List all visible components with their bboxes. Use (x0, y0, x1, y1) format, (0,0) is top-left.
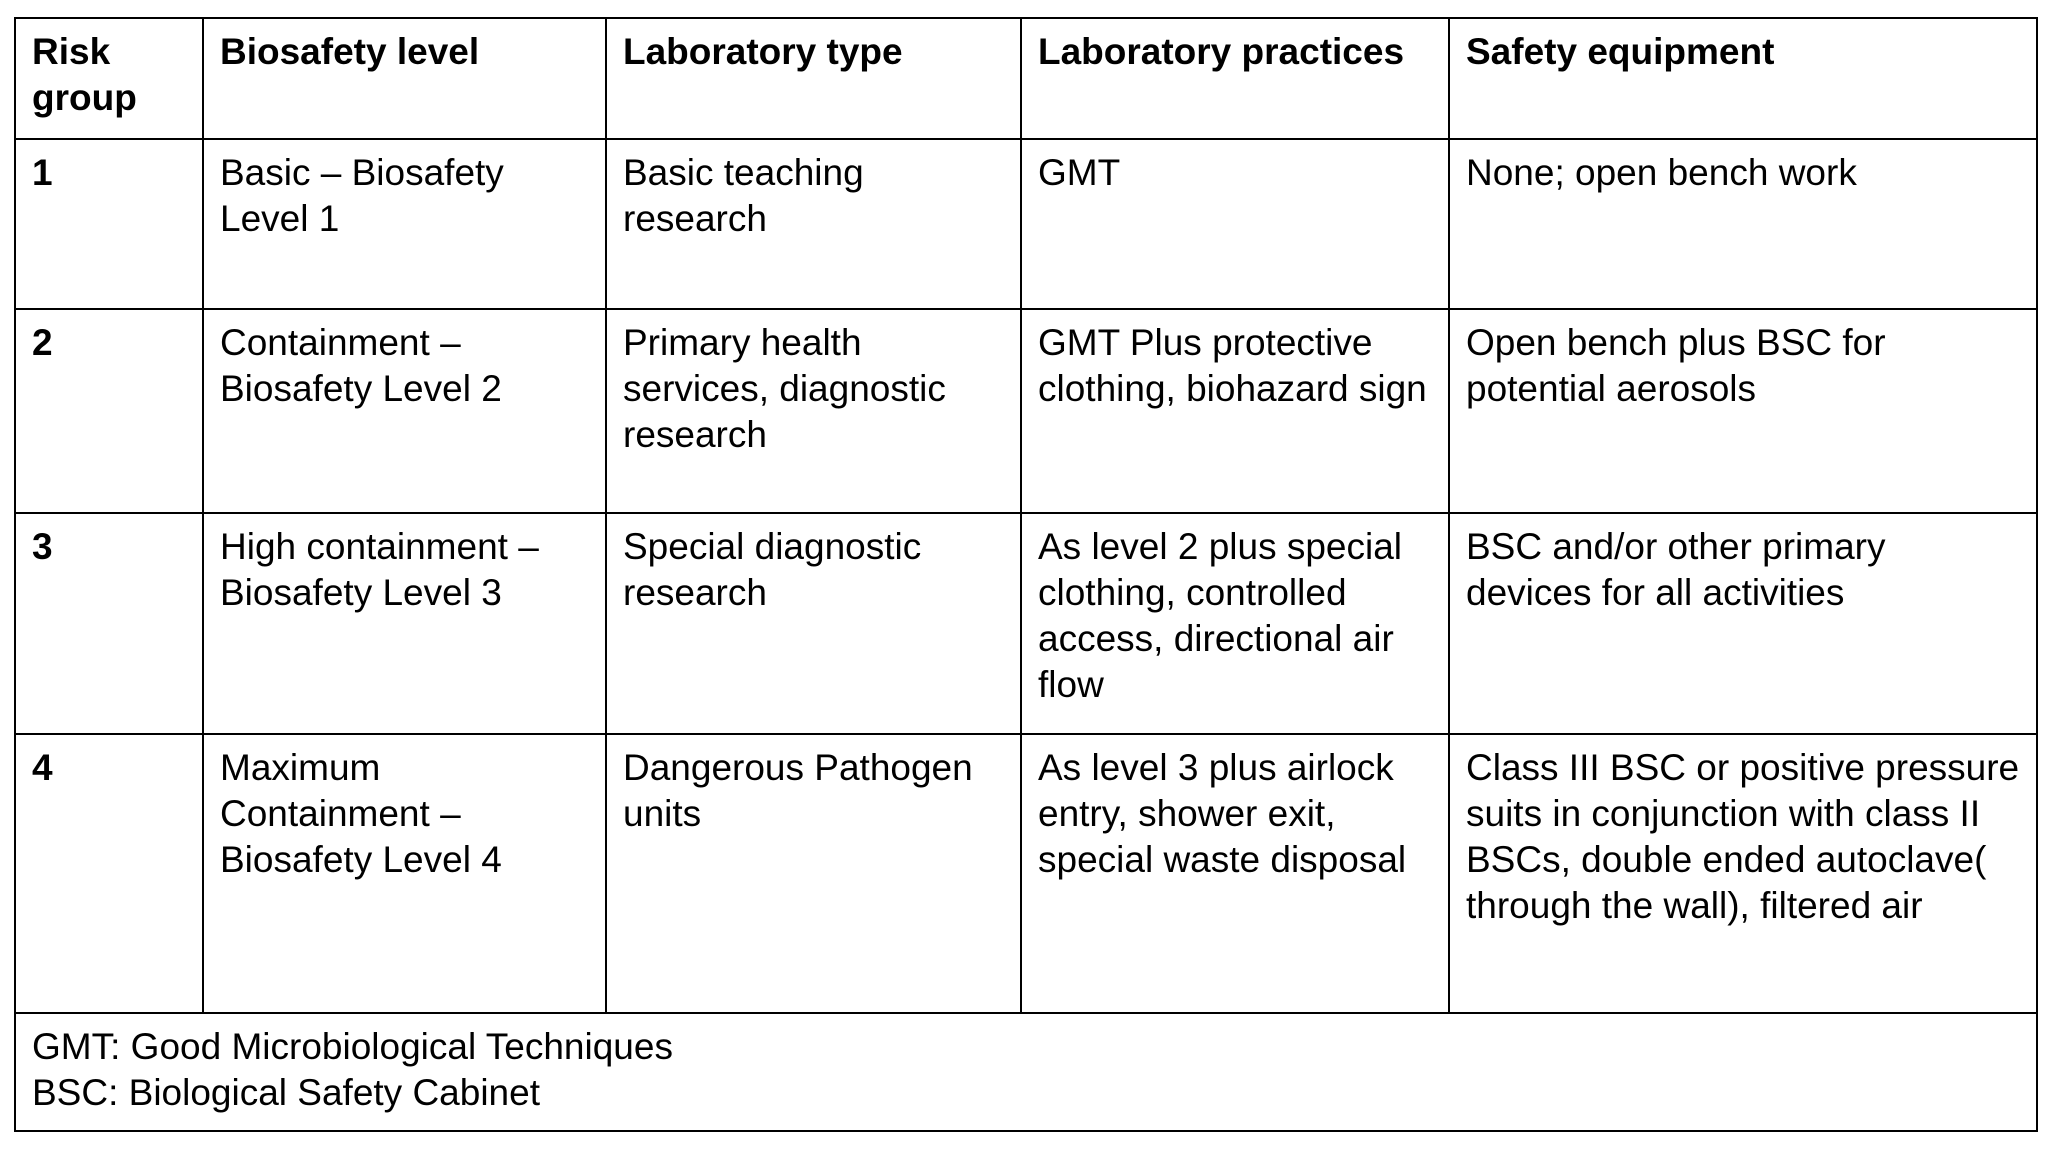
table-header-row (15, 18, 2037, 139)
cell-laboratory-practices: As level 3 plus airlock entry, shower exit, special waste disposal (1021, 734, 1449, 1013)
cell-laboratory-practices: As level 2 plus special clothing, controlled access, directional air flow (1021, 513, 1449, 734)
table-footnote-row (15, 1013, 2037, 1131)
cell-laboratory-type: Dangerous Pathogen units (606, 734, 1021, 1013)
table-row (15, 734, 2037, 1013)
cell-biosafety-level: High containment – Biosafety Level 3 (203, 513, 606, 734)
cell-biosafety-level: Containment – Biosafety Level 2 (203, 309, 606, 513)
cell-laboratory-practices: GMT Plus protective clothing, biohazard sign (1021, 309, 1449, 513)
cell-risk-group: 2 (15, 309, 203, 513)
cell-biosafety-level: Maximum Containment – Biosafety Level 4 (203, 734, 606, 1013)
cell-safety-equipment: BSC and/or other primary devices for all activities (1449, 513, 2037, 734)
biosafety-levels-table (14, 17, 2038, 1132)
header-biosafety-level: Biosafety level (203, 18, 606, 139)
header-safety-equipment: Safety equipment (1449, 18, 2037, 139)
cell-biosafety-level: Basic – Biosafety Level 1 (203, 139, 606, 309)
cell-safety-equipment: Class III BSC or positive pressure suits in conjunction with class II BSCs, double ended autoclave( through the wall), filtered air (1449, 734, 2037, 1013)
cell-laboratory-type: Primary health services, diagnostic research (606, 309, 1021, 513)
header-risk-group: Risk group (15, 18, 203, 139)
cell-laboratory-practices: GMT (1021, 139, 1449, 309)
header-laboratory-practices: Laboratory practices (1021, 18, 1449, 139)
cell-laboratory-type: Basic teaching research (606, 139, 1021, 309)
footnote-gmt: GMT: Good Microbiological Techniques (32, 1026, 673, 1067)
footnotes-cell (15, 1013, 2037, 1131)
header-laboratory-type: Laboratory type (606, 18, 1021, 139)
cell-laboratory-type: Special diagnostic research (606, 513, 1021, 734)
table-row (15, 513, 2037, 734)
biosafety-table-container (14, 17, 2034, 1132)
table-row (15, 139, 2037, 309)
cell-risk-group: 1 (15, 139, 203, 309)
cell-safety-equipment: Open bench plus BSC for potential aerosols (1449, 309, 2037, 513)
cell-risk-group: 3 (15, 513, 203, 734)
cell-risk-group: 4 (15, 734, 203, 1013)
cell-safety-equipment: None; open bench work (1449, 139, 2037, 309)
table-row (15, 309, 2037, 513)
footnote-bsc: BSC: Biological Safety Cabinet (32, 1072, 540, 1113)
